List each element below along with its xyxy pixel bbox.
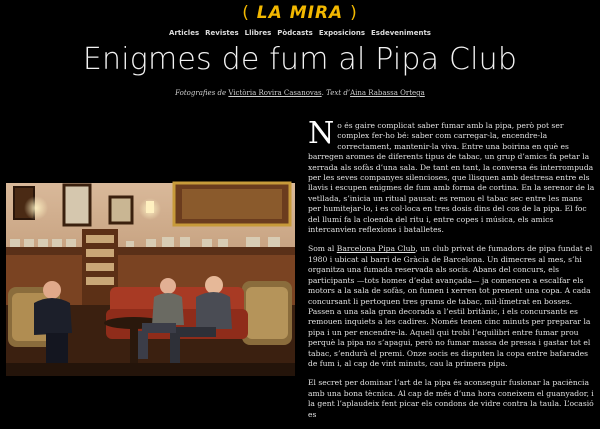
site-logo[interactable]	[242, 3, 358, 23]
credits-text-prefix: . Text d’	[321, 89, 351, 97]
photographer-link[interactable]: Victòria Rovira Casanovas	[228, 89, 322, 97]
paragraph-1	[308, 116, 596, 235]
nav-item-exposicions[interactable]: Exposicions	[318, 29, 366, 37]
article-credits	[0, 89, 600, 97]
logo-text: LA MIRA	[256, 3, 344, 23]
paragraph-2	[308, 244, 596, 369]
main-nav	[0, 29, 600, 37]
drop-cap: N	[308, 116, 335, 151]
nav-item-revistes[interactable]: Revistes	[205, 29, 239, 37]
logo-open-paren: (	[242, 3, 250, 23]
logo-close-paren: )	[350, 3, 358, 23]
pipa-club-link[interactable]: Barcelona Pipa Club	[336, 244, 416, 254]
article-photo	[6, 183, 295, 376]
paragraph-2-post: , un club privat de fumadors de pipa fundat el 1980 i ubicat al barri de Gràcia de Barcelona. Un dimecres al mes, s’hi organitza una fumada reservada als socis. Abans del concurs, els participants —tots homes d’edat avançada— ja comencen a escalfar els motors a la sala de sofàs, on fumen i xerren tot prenent una copa. A cada concursant li pertoquen tres grams de tabac, mil·límetrat en bosses. Passen a una sala gran decorada a l’estil britànic, i els concursants es remouen inquiets a les cadires. Només tenen cinc minuts per preparar la pipa i un per encendre-la. Aquell qui trobi l’equilibri entre fumar prou perquè la pipa no s’apagui, però no fumar massa de pressa i gastar tot el tabac, s’endurà el premi. Onze socis es disputen la copa entre bafarades de fum i, al cap de vint minuts, cau la primera pipa.	[308, 244, 593, 368]
nav-item-articles[interactable]: Articles	[169, 29, 200, 37]
paragraph-2-pre: Som al	[308, 244, 337, 254]
nav-item-esdeveniments[interactable]: Esdeveniments	[371, 29, 431, 37]
nav-item-podcasts[interactable]: Pòdcasts	[277, 29, 313, 37]
page-title: Enigmes de fum al Pipa Club	[82, 42, 518, 77]
paragraph-3: El secret per dominar l’art de la pipa és aconseguir fusionar la paciència amb una bona tècnica. Al cap de més d’una hora coneixem el guanyador, i la gent l’aplaudeix fent picar els condons de vidre contra la taula. L’ocasió es	[308, 378, 594, 419]
credits-photo-prefix: Fotografies de	[175, 89, 229, 97]
paragraph-1-text: o és gaire complicat saber fumar amb la pipa, però pot ser complex fer-ho bé: saber com carregar-la, encendre-la correctament, mantenir-la viva. Entre una boirina en què es barregen aromes de diferents tipus de tabac, un grup d’amics fa petar la xerrada als sofàs d’una sala. De tant en tant, la conversa és interrompuda per les seves companyes silencioses, que llisquen amb destresa entre els llavis i escupen enigmes de fum amb forma de cortina. En la serenor de la vetllada, s’inicia un ritual pausat: es remou el tabac sec entre les mans per humitejar-lo, i es col·loca en tres dosis dins del cos de la pipa. El foc del llumí fa la cloenda del ritu i, entre copes i música, els amics intercanvien reflexions i batalletes.	[308, 121, 595, 235]
nav-item-llibres[interactable]: Llibres	[244, 29, 272, 37]
article-body	[308, 116, 596, 429]
author-link[interactable]: Aina Rabassa Ortega	[350, 89, 425, 97]
